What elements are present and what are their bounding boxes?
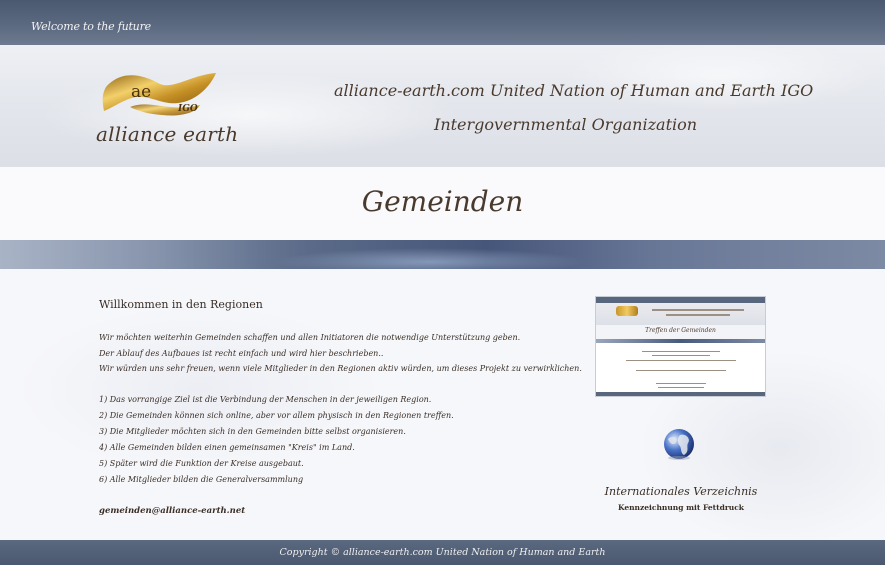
logo-badge: IGO [178, 104, 198, 114]
preview-line [636, 370, 726, 371]
directory-note: Kennzeichnung mit Fettdruck [617, 503, 745, 512]
preview-logo-icon [616, 306, 638, 316]
preview-line [652, 355, 710, 356]
logo-text: alliance earth [96, 122, 239, 146]
top-bar [0, 0, 885, 45]
earth-glow [230, 240, 650, 269]
site-title: alliance-earth.com United Nation of Human and Earth IGO [334, 81, 814, 100]
list-item: 6) Alle Mitglieder bilden die Generalversammlung [99, 475, 304, 484]
directory-title[interactable]: Internationales Verzeichnis [604, 485, 758, 498]
logo-icon [100, 67, 220, 119]
preview-line [642, 351, 720, 352]
page-title: Gemeinden [361, 185, 524, 218]
alliance-earth-logo[interactable] [100, 67, 220, 119]
list-item: 3) Die Mitglieder möchten sich in den Gemeinden bitte selbst organisieren. [99, 427, 406, 436]
preview-line [656, 383, 706, 384]
list-item: 4) Alle Gemeinden bilden einen gemeinsamen "Kreis" im Land. [99, 443, 355, 452]
preview-title: Treffen der Gemeinden [645, 327, 716, 334]
globe-icon[interactable] [660, 427, 698, 461]
page-preview-thumbnail[interactable] [595, 296, 766, 397]
earth-banner [0, 240, 885, 269]
intro-paragraph: Wir würden uns sehr freuen, wenn viele Mitglieder in den Regionen aktiv würden, um dieses Projekt zu verwirklichen. [99, 364, 582, 373]
intro-paragraph: Der Ablauf des Aufbaues ist recht einfach und wird hier beschrieben.. [99, 349, 384, 358]
globe-svg [660, 427, 698, 461]
list-item: 5) Später wird die Funktion der Kreise ausgebaut. [99, 459, 304, 468]
preview-line [658, 387, 704, 388]
logo-mark: ae [131, 82, 152, 102]
main-content [0, 269, 885, 540]
section-heading: Willkommen in den Regionen [99, 298, 263, 311]
intro-paragraph: Wir möchten weiterhin Gemeinden schaffen und allen Initiatoren die notwendige Unterstützung geben. [99, 333, 521, 342]
preview-title-band [596, 325, 765, 339]
copyright-text: Copyright © alliance-earth.com United Nation of Human and Earth [279, 547, 606, 558]
site-subtitle: Intergovernmental Organization [434, 115, 698, 134]
preview-line [652, 309, 744, 311]
site-header [0, 45, 885, 167]
list-item: 2) Die Gemeinden können sich online, aber vor allem physisch in den Regionen treffen. [99, 411, 454, 420]
preview-line [626, 360, 736, 361]
list-item: 1) Das vorrangige Ziel ist die Verbindung der Menschen in der jeweiligen Region. [99, 395, 432, 404]
preview-earth-band [596, 339, 765, 343]
preview-line [666, 314, 730, 316]
email-link[interactable]: gemeinden@alliance-earth.net [99, 506, 246, 516]
page-title-band [0, 167, 885, 240]
site-footer [0, 540, 885, 565]
welcome-text: Welcome to the future [31, 20, 151, 33]
preview-footer [596, 392, 765, 396]
